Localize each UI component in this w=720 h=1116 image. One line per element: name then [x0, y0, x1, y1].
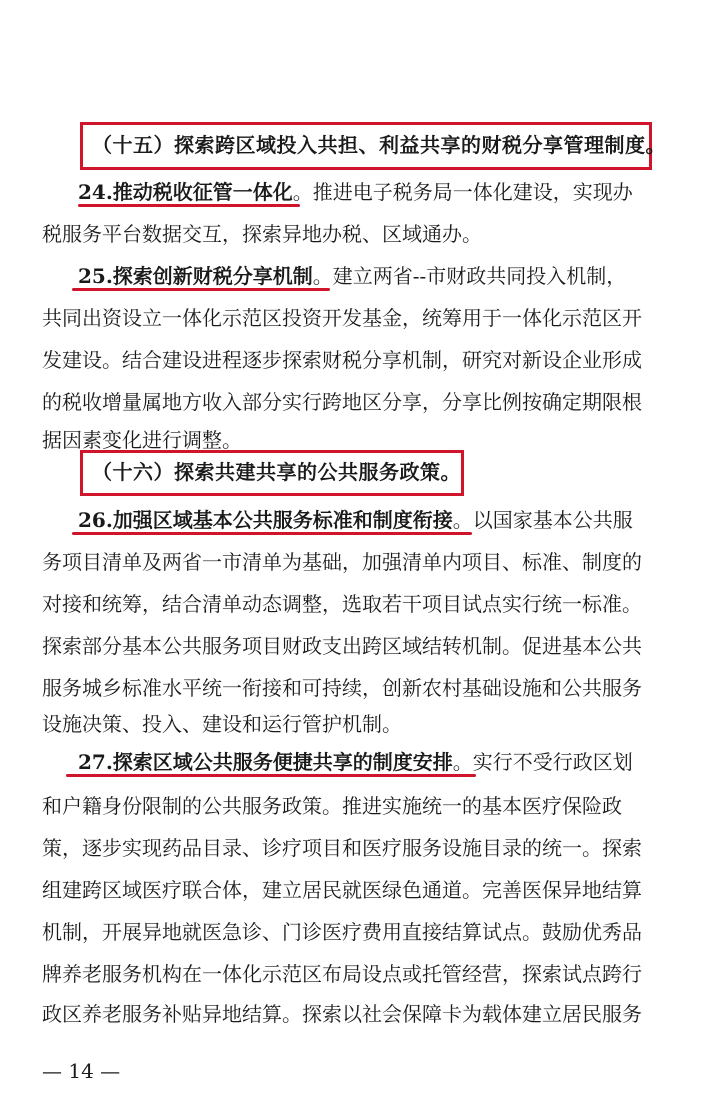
- item-27-line-5: 机制，开展异地就医急诊、门诊医疗费用直接结算试点。鼓励优秀品: [42, 920, 642, 944]
- item-26-line-2: 务项目清单及两省一市清单为基础，加强清单内项目、标准、制度的: [42, 550, 642, 574]
- item-24-line-2: 税服务平台数据交互，探索异地办税、区域通办。: [42, 222, 482, 246]
- item-25-line-3: 发建设。结合建设进程逐步探索财税分享机制，研究对新设企业形成: [42, 348, 642, 372]
- item-25-title: 25.探索创新财税分享机制: [78, 264, 313, 288]
- section-16-heading: （十六）探索共建共享的公共服务政策。: [92, 460, 461, 484]
- item-26-line-3: 对接和统筹，结合清单动态调整，选取若干项目试点实行统一标准。: [42, 592, 642, 616]
- item-26-underline: [72, 532, 472, 535]
- item-27-line-6: 牌养老服务机构在一体化示范区布局设点或托管经营，探索试点跨行: [42, 962, 642, 986]
- item-27-line-1-rest: 。实行不受行政区划: [452, 750, 633, 774]
- item-24-line-1-rest: 。推进电子税务局一体化建设，实现办: [292, 180, 633, 204]
- item-25-line-4: 的税收增量属地方收入部分实行跨地区分享，分享比例按确定期限根: [42, 390, 642, 414]
- item-25-line-1-rest: 。建立两省--市财政共同投入机制，: [312, 264, 627, 288]
- item-27-underline: [66, 774, 476, 777]
- item-26-line-6: 设施决策、投入、建设和运行管护机制。: [42, 712, 402, 736]
- item-26-title: 26.加强区域基本公共服务标准和制度衔接: [78, 508, 453, 532]
- item-27-line-2: 和户籍身份限制的公共服务政策。推进实施统一的基本医疗保险政: [42, 794, 622, 818]
- section-15-heading: （十五）探索跨区域投入共担、利益共享的财税分享管理制度。: [92, 133, 666, 157]
- item-24-underline: [78, 204, 300, 207]
- item-24-title: 24.推动税收征管一体化: [78, 180, 293, 204]
- item-27-line-3: 策，逐步实现药品目录、诊疗项目和医疗服务设施目录的统一。探索: [42, 836, 642, 860]
- item-27-title: 27.探索区域公共服务便捷共享的制度安排: [78, 750, 453, 774]
- item-26-line-1-rest: 。以国家基本公共服: [452, 508, 633, 532]
- item-26-line-5: 服务城乡标准水平统一衔接和可持续，创新农村基础设施和公共服务: [42, 676, 642, 700]
- item-27-line-7: 政区养老服务补贴异地结算。探索以社会保障卡为载体建立居民服务: [42, 1002, 642, 1026]
- item-25-line-5: 据因素变化进行调整。: [42, 428, 242, 452]
- item-27-line-4: 组建跨区域医疗联合体，建立居民就医绿色通道。完善医保异地结算: [42, 878, 642, 902]
- item-25-line-2: 共同出资设立一体化示范区投资开发基金，统筹用于一体化示范区开: [42, 306, 642, 330]
- page-number: — 14 —: [42, 1059, 121, 1083]
- item-25-underline: [72, 288, 330, 291]
- item-26-line-4: 探索部分基本公共服务项目财政支出跨区域结转机制。促进基本公共: [42, 634, 642, 658]
